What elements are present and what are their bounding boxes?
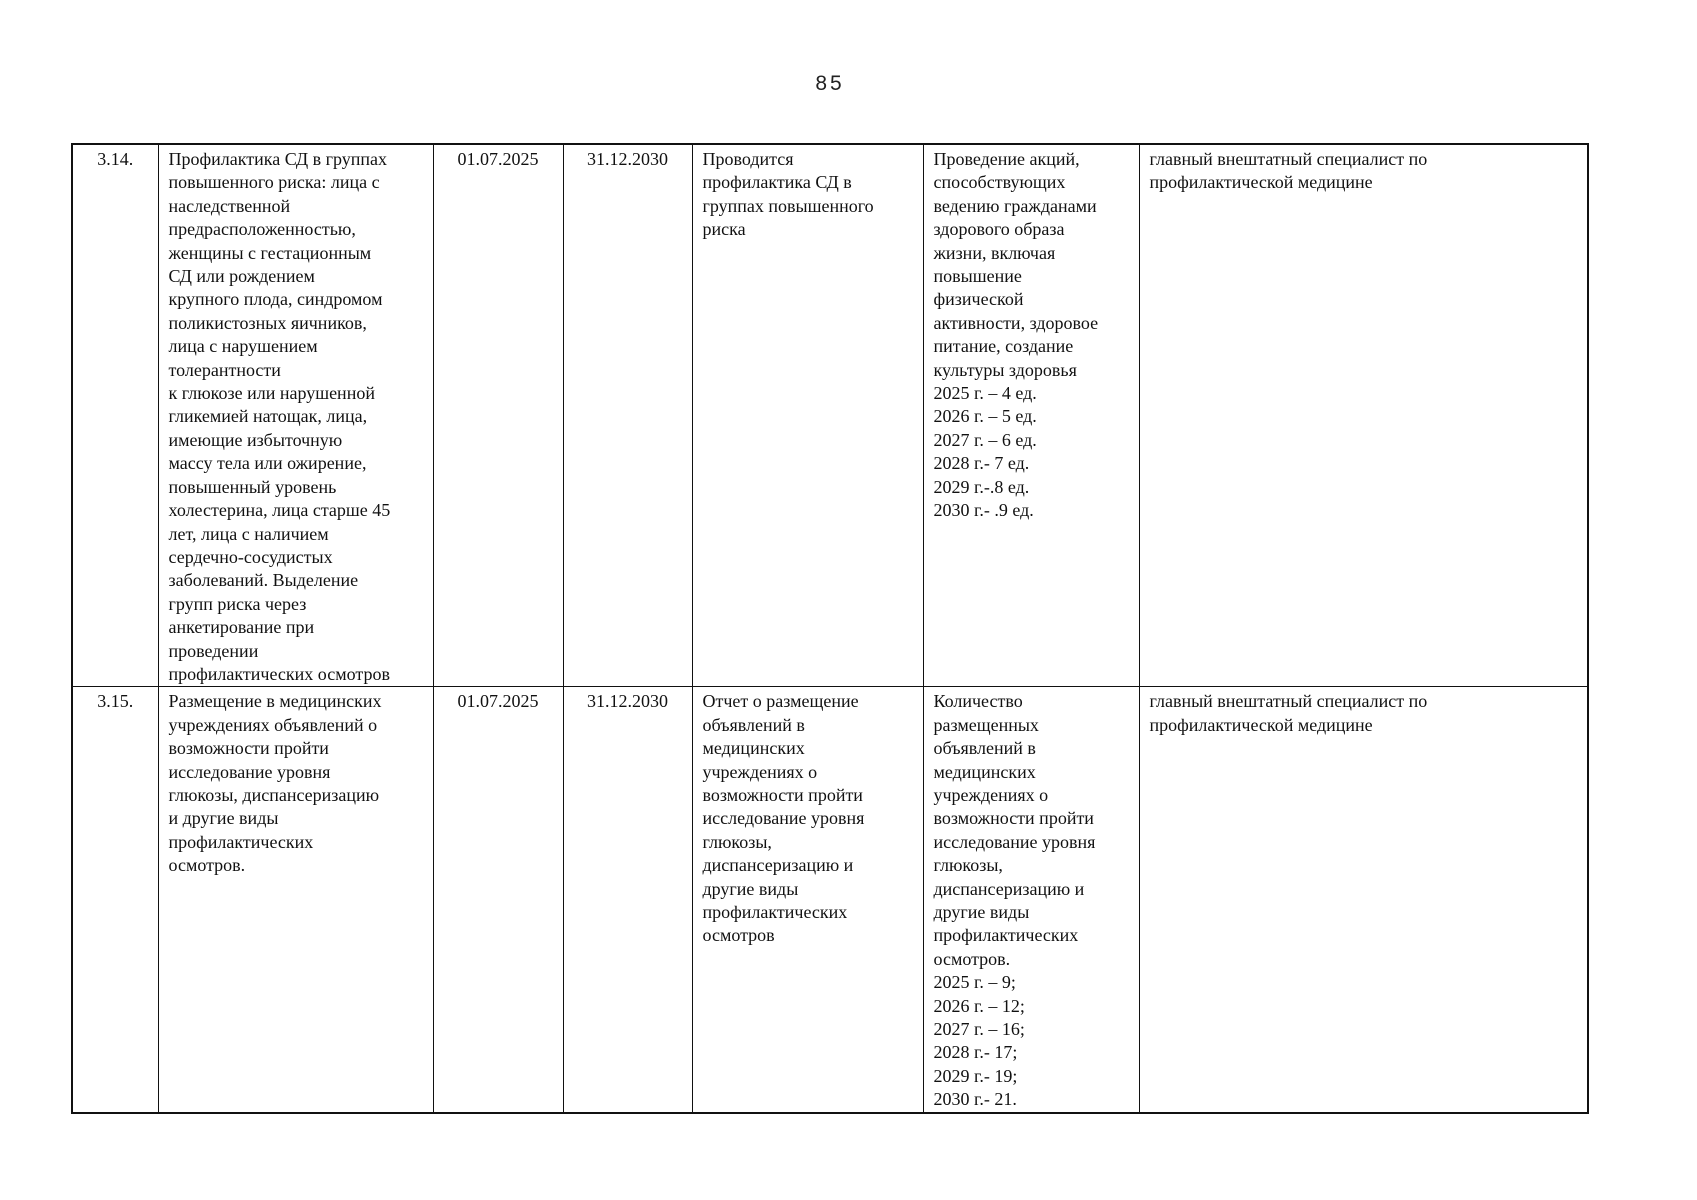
cell-text-line: 2027 г. – 16; [933, 1019, 1025, 1040]
measure-cell [158, 144, 433, 687]
cell-text-line: учреждениях о [933, 784, 1049, 805]
cell-text-line: Профилактика СД в группах [168, 149, 388, 169]
cell-text-line: жизни, включая [933, 242, 1056, 263]
cell-text-line: риска [702, 219, 746, 240]
cell-text-line: поликистозных яичников, [168, 312, 367, 333]
start-date-cell: 01.07.2025 [433, 687, 563, 1113]
cell-text-line: лет, лица с наличием [168, 523, 329, 544]
cell-text-line: главный внештатный специалист по [1149, 149, 1428, 169]
cell-text-line: наследственной [168, 195, 291, 216]
cell-text-line: холестерина, лица старше 45 [168, 500, 391, 521]
cell-text-line: проведении [168, 640, 259, 661]
cell-text-line: 2026 г. – 12; [933, 995, 1025, 1016]
indicator-cell [923, 144, 1139, 687]
indicator-cell [923, 687, 1139, 1113]
cell-text-line: Проведение акций, [933, 149, 1080, 169]
cell-text-line: крупного плода, синдромом [168, 289, 383, 310]
responsible-cell [1139, 687, 1588, 1113]
cell-text-line: профилактической медицине [1149, 172, 1373, 193]
cell-text-line: к глюкозе или нарушенной [168, 383, 375, 404]
cell-text-line: лица с нарушением [168, 336, 318, 357]
cell-text-line: заболеваний. Выделение [168, 570, 359, 591]
cell-text-line: другие виды [933, 902, 1030, 922]
cell-text-line: осмотров. [933, 948, 1011, 969]
cell-text-line: 2029 г.-.8 ед. [933, 476, 1030, 497]
cell-text-line: 2028 г.- 17; [933, 1042, 1018, 1063]
cell-text-line: 2026 г. – 5 ед. [933, 406, 1037, 427]
cell-text-line: гликемией натощак, лица, [168, 406, 368, 427]
cell-text-line: имеющие избыточную [168, 429, 343, 450]
cell-text-line: питание, создание [933, 336, 1074, 357]
cell-text-line: и другие виды [168, 808, 279, 829]
end-date-cell: 31.12.2030 [563, 144, 692, 687]
cell-text-line: профилактической медицине [1149, 714, 1373, 735]
cell-text-line: главный внештатный специалист по [1149, 691, 1428, 712]
cell-text-line: возможности пройти [702, 784, 863, 805]
measure-cell [158, 687, 433, 1113]
cell-text-line: массу тела или ожирение, [168, 453, 367, 474]
cell-text-line: повышенного риска: лица с [168, 172, 380, 193]
cell-text-line: исследование уровня [168, 761, 331, 782]
cell-text-line: Проводится [702, 149, 794, 169]
cell-text-line: 2025 г. – 4 ед. [933, 383, 1037, 404]
cell-text-line: исследование уровня [933, 831, 1096, 852]
page-number: 85 [815, 72, 845, 95]
cell-text-line: 2028 г.- 7 ед. [933, 453, 1030, 474]
cell-text-line: физической [933, 289, 1024, 310]
cell-text-line: осмотров [702, 925, 775, 946]
cell-text-line: предрасположенностью, [168, 219, 356, 240]
cell-text-line: исследование уровня [702, 808, 865, 829]
cell-text-line: ведению гражданами [933, 195, 1097, 216]
cell-text-line: групп риска через [168, 593, 307, 614]
cell-text-line: толерантности [168, 359, 281, 380]
row-number-cell: 3.14. [72, 144, 158, 687]
cell-text-line: учреждениях объявлений о [168, 714, 378, 735]
cell-text-line: диспансеризацию и [702, 855, 854, 876]
measures-table [71, 143, 1589, 1114]
cell-text-line: размещенных [933, 714, 1039, 735]
cell-text-line: диспансеризацию и [933, 878, 1085, 899]
cell-text-line: активности, здоровое [933, 312, 1099, 333]
cell-text-line: медицинских [702, 738, 805, 759]
table-row [72, 144, 1588, 687]
cell-text-line: глюкозы, [933, 855, 1003, 876]
cell-text-line: профилактика СД в [702, 172, 852, 193]
start-date-cell: 01.07.2025 [433, 144, 563, 687]
cell-text-line: осмотров. [168, 855, 246, 876]
cell-text-line: культуры здоровья [933, 359, 1077, 380]
cell-text-line: профилактических [702, 902, 848, 922]
cell-text-line: Количество [933, 691, 1023, 712]
table-row [72, 687, 1588, 1113]
cell-text-line: 2025 г. – 9; [933, 972, 1016, 993]
cell-text-line: сердечно-сосудистых [168, 546, 333, 567]
cell-text-line: учреждениях о [702, 761, 818, 782]
cell-text-line: 2029 г.- 19; [933, 1065, 1018, 1086]
cell-text-line: возможности пройти [933, 808, 1094, 829]
result-cell [692, 144, 923, 687]
cell-text-line: профилактических [168, 831, 314, 852]
responsible-cell [1139, 144, 1588, 687]
cell-text-line: глюкозы, [702, 831, 772, 852]
row-number-cell: 3.15. [72, 687, 158, 1113]
cell-text-line: профилактических осмотров [168, 663, 390, 684]
cell-text-line: группах повышенного [702, 195, 874, 216]
cell-text-line: другие виды [702, 878, 799, 899]
cell-text-line: Отчет о размещение [702, 691, 859, 712]
cell-text-line: 2027 г. – 6 ед. [933, 429, 1037, 450]
cell-text-line: профилактических [933, 925, 1079, 946]
cell-text-line: глюкозы, диспансеризацию [168, 784, 380, 805]
cell-text-line: 2030 г.- .9 ед. [933, 500, 1034, 521]
cell-text-line: Размещение в медицинских [168, 691, 382, 712]
cell-text-line: женщины с гестационным [168, 242, 372, 263]
cell-text-line: повышенный уровень [168, 476, 337, 497]
cell-text-line: СД или рождением [168, 266, 315, 287]
result-cell [692, 687, 923, 1113]
end-date-cell: 31.12.2030 [563, 687, 692, 1113]
cell-text-line: объявлений в [933, 738, 1036, 759]
cell-text-line: повышение [933, 266, 1022, 287]
cell-text-line: 2030 г.- 21. [933, 1089, 1017, 1110]
cell-text-line: медицинских [933, 761, 1036, 782]
cell-text-line: возможности пройти [168, 738, 329, 759]
cell-text-line: здорового образа [933, 219, 1065, 240]
cell-text-line: анкетирование при [168, 617, 315, 638]
cell-text-line: способствующих [933, 172, 1066, 193]
cell-text-line: объявлений в [702, 714, 805, 735]
